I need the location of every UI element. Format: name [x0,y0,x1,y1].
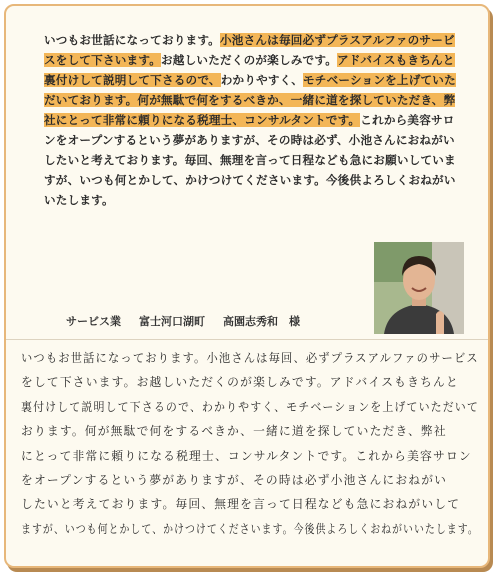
section-divider [6,339,488,340]
handwritten-line: をして下さいます。お越しいただくのが楽しみです。アドバイスもきちんと [21,375,459,390]
testimonial-segment: わかりやすく、 [220,73,304,87]
customer-industry: サービス業 [66,315,121,328]
customer-photo [374,242,464,334]
testimonial-card [4,4,490,568]
handwritten-line: ますが、いつも何とかして、かけつけてくださいます。今後供よろしくおねがいいたします。 [21,521,479,536]
handwritten-letter [21,346,481,541]
testimonial-highlight: 小池さんは毎回必ずプラスアルファのサービスをして下さいます。 [44,33,455,67]
testimonial-segment: いつもお世話になっております。 [44,33,220,47]
handwritten-line: したいと考えております。毎回、無理を言って日程なども急におねがいして [21,497,461,512]
handwritten-line: 裏付けして説明して下さるので、わかりやすく、モチベーションを上げていただいて [21,399,479,414]
testimonial-text [44,30,464,210]
customer-signature [66,313,300,329]
handwritten-line: にとって非常に頼りになる税理士、コンサルタントです。これから美容サロン [21,448,472,463]
testimonial-highlight: モチベーションを上げていただいております。何が無駄で何をするべきか、一緒に道を探していただき、弊社にとって非常に頼りになる税理士、コンサルタントです。 [44,73,456,127]
testimonial-segment: これから美容サロンをオープンするという夢がありますが、その時は必ず、小池さんにおねがいしたいと考えております。毎回、無理を言って日程なども急にお願いしていますが、いつも何とかして、かけつけてくださいます。今後供よろしくおねがいいたします。 [44,113,456,207]
testimonial-segment: お越しいただくのが楽しみです。 [161,53,337,67]
handwritten-line: をオープンするという夢がありますが、その時は必ず小池さんにおねがい [21,472,448,487]
handwritten-line: いつもお世話になっております。小池さんは毎回、必ずプラスアルファのサービス [21,351,479,365]
customer-location: 富士河口湖町 [139,315,205,328]
customer-name: 高園志秀和 様 [223,315,300,328]
handwritten-line: おります。何が無駄で何をするべきか、一緒に道を探していただき、弊社 [21,424,447,439]
testimonial-highlight: アドバイスもきちんと裏付けして説明して下さるので、 [44,53,455,87]
